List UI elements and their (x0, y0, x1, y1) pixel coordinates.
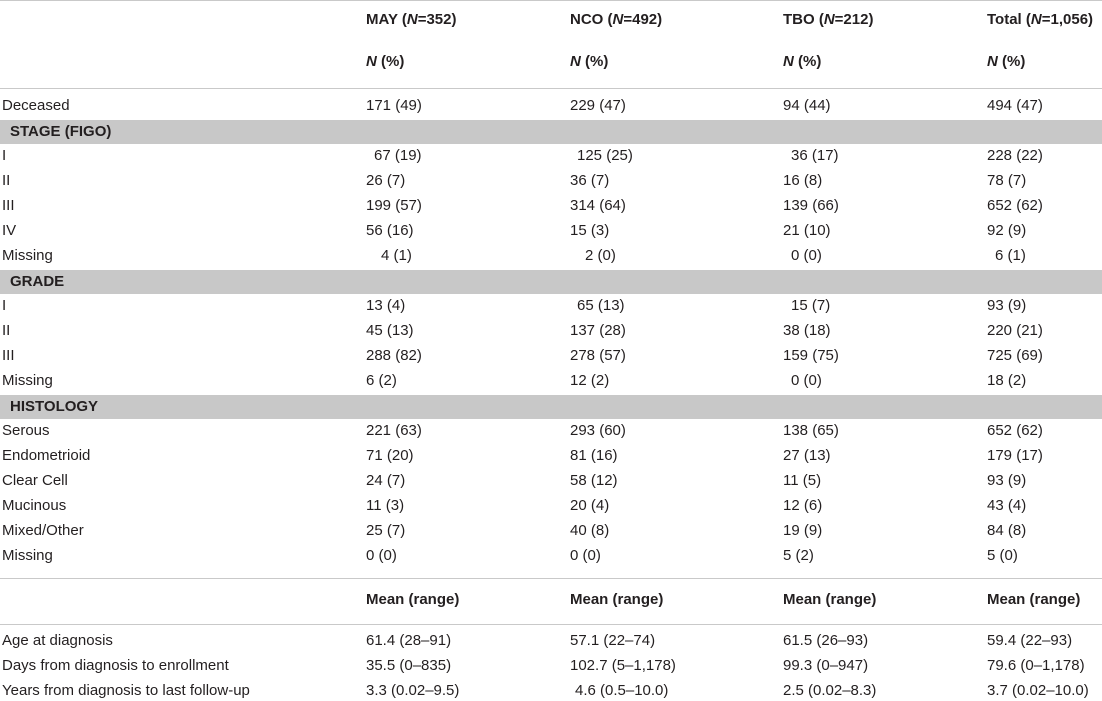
section-title: HISTOLOGY (10, 398, 99, 415)
row-label: Serous (2, 422, 50, 439)
cell-tbo: 0 (0) (791, 247, 822, 264)
cell-may: 3.3 (0.02–9.5) (366, 682, 460, 699)
cell-tbo: 94 (44) (783, 97, 831, 114)
cell-total: 6 (1) (995, 247, 1026, 264)
cell-may: 6 (2) (366, 372, 397, 389)
cell-nco: 0 (0) (570, 547, 601, 564)
row-label: Days from diagnosis to enrollment (2, 657, 229, 674)
cell-nco: 125 (25) (577, 147, 633, 164)
cell-nco: 40 (8) (570, 522, 610, 539)
section-band-stage (0, 120, 1102, 144)
cell-may: 24 (7) (366, 472, 406, 489)
n-pct-total: N (%) (987, 53, 1026, 70)
cell-tbo: 138 (65) (783, 422, 839, 439)
section-band-histology (0, 395, 1102, 419)
mean-header-total: Mean (range) (987, 591, 1081, 608)
cell-total: 93 (9) (987, 297, 1027, 314)
cell-tbo: 61.5 (26–93) (783, 632, 869, 649)
cell-may: 45 (13) (366, 322, 414, 339)
cell-may: 4 (1) (381, 247, 412, 264)
row-label: Age at diagnosis (2, 632, 113, 649)
cell-tbo: 99.3 (0–947) (783, 657, 869, 674)
section-title: STAGE (FIGO) (10, 123, 112, 140)
cell-nco: 57.1 (22–74) (570, 632, 656, 649)
cell-total: 228 (22) (987, 147, 1043, 164)
col-header-tbo: TBO (N=212) (783, 11, 874, 28)
n-pct-may: N (%) (366, 53, 405, 70)
cell-tbo: 19 (9) (783, 522, 823, 539)
header-rule (0, 88, 1102, 89)
cell-nco: 36 (7) (570, 172, 610, 189)
cell-nco: 293 (60) (570, 422, 626, 439)
cell-nco: 2 (0) (585, 247, 616, 264)
cell-may: 56 (16) (366, 222, 414, 239)
section-title: GRADE (10, 273, 65, 290)
cell-tbo: 139 (66) (783, 197, 839, 214)
cell-total: 93 (9) (987, 472, 1027, 489)
col-header-may: MAY (N=352) (366, 11, 457, 28)
cell-may: 67 (19) (374, 147, 422, 164)
cell-tbo: 5 (2) (783, 547, 814, 564)
cell-may: 171 (49) (366, 97, 422, 114)
cell-total: 5 (0) (987, 547, 1018, 564)
cell-nco: 137 (28) (570, 322, 626, 339)
cell-nco: 20 (4) (570, 497, 610, 514)
cell-nco: 314 (64) (570, 197, 626, 214)
mean-header-tbo: Mean (range) (783, 591, 877, 608)
mean-section-rule (0, 578, 1102, 579)
cell-nco: 278 (57) (570, 347, 626, 364)
cell-nco: 102.7 (5–1,178) (570, 657, 676, 674)
cell-tbo: 36 (17) (791, 147, 839, 164)
row-label: Clear Cell (2, 472, 68, 489)
cell-may: 25 (7) (366, 522, 406, 539)
row-label: III (2, 347, 15, 364)
cell-tbo: 11 (5) (783, 472, 822, 489)
cell-may: 13 (4) (366, 297, 406, 314)
cell-total: 79.6 (0–1,178) (987, 657, 1085, 674)
cell-may: 199 (57) (366, 197, 422, 214)
cell-nco: 15 (3) (570, 222, 610, 239)
section-band-grade (0, 270, 1102, 294)
cell-tbo: 16 (8) (783, 172, 823, 189)
mean-header-nco: Mean (range) (570, 591, 664, 608)
mean-header-rule (0, 624, 1102, 625)
row-label: II (2, 322, 11, 339)
cell-may: 61.4 (28–91) (366, 632, 452, 649)
cell-total: 652 (62) (987, 422, 1043, 439)
cell-nco: 12 (2) (570, 372, 610, 389)
cell-tbo: 38 (18) (783, 322, 831, 339)
row-label: III (2, 197, 15, 214)
cell-tbo: 159 (75) (783, 347, 839, 364)
cell-nco: 81 (16) (570, 447, 618, 464)
cell-nco: 4.6 (0.5–10.0) (575, 682, 669, 699)
cell-total: 84 (8) (987, 522, 1027, 539)
cell-tbo: 21 (10) (783, 222, 831, 239)
cell-total: 78 (7) (987, 172, 1027, 189)
cell-tbo: 15 (7) (791, 297, 831, 314)
cell-total: 92 (9) (987, 222, 1027, 239)
cell-nco: 58 (12) (570, 472, 618, 489)
cell-total: 725 (69) (987, 347, 1043, 364)
cell-may: 26 (7) (366, 172, 406, 189)
cell-total: 18 (2) (987, 372, 1027, 389)
col-header-nco: NCO (N=492) (570, 11, 663, 28)
cell-tbo: 0 (0) (791, 372, 822, 389)
cell-total: 59.4 (22–93) (987, 632, 1073, 649)
row-label: Years from diagnosis to last follow-up (2, 682, 250, 699)
row-label: Mucinous (2, 497, 67, 514)
row-label: II (2, 172, 11, 189)
cell-total: 3.7 (0.02–10.0) (987, 682, 1089, 699)
cell-may: 11 (3) (366, 497, 405, 514)
top-rule (0, 0, 1102, 1)
col-header-total: Total (N=1,056) (987, 11, 1094, 28)
cell-tbo: 27 (13) (783, 447, 831, 464)
cell-may: 35.5 (0–835) (366, 657, 452, 674)
row-label: Mixed/Other (2, 522, 84, 539)
row-label: I (2, 297, 7, 314)
cell-may: 221 (63) (366, 422, 422, 439)
cell-total: 43 (4) (987, 497, 1027, 514)
n-pct-nco: N (%) (570, 53, 609, 70)
mean-header-may: Mean (range) (366, 591, 460, 608)
cell-total: 220 (21) (987, 322, 1043, 339)
cell-may: 0 (0) (366, 547, 397, 564)
cell-total: 179 (17) (987, 447, 1043, 464)
cell-total: 494 (47) (987, 97, 1043, 114)
row-label: Missing (2, 547, 53, 564)
n-pct-tbo: N (%) (783, 53, 822, 70)
cell-may: 71 (20) (366, 447, 414, 464)
row-label: Missing (2, 372, 53, 389)
row-label: Deceased (2, 97, 70, 114)
row-label: I (2, 147, 7, 164)
cell-nco: 229 (47) (570, 97, 626, 114)
cell-tbo: 12 (6) (783, 497, 823, 514)
row-label: Missing (2, 247, 53, 264)
cell-tbo: 2.5 (0.02–8.3) (783, 682, 877, 699)
row-label: IV (2, 222, 17, 239)
cell-may: 288 (82) (366, 347, 422, 364)
cell-nco: 65 (13) (577, 297, 625, 314)
row-label: Endometrioid (2, 447, 91, 464)
cell-total: 652 (62) (987, 197, 1043, 214)
